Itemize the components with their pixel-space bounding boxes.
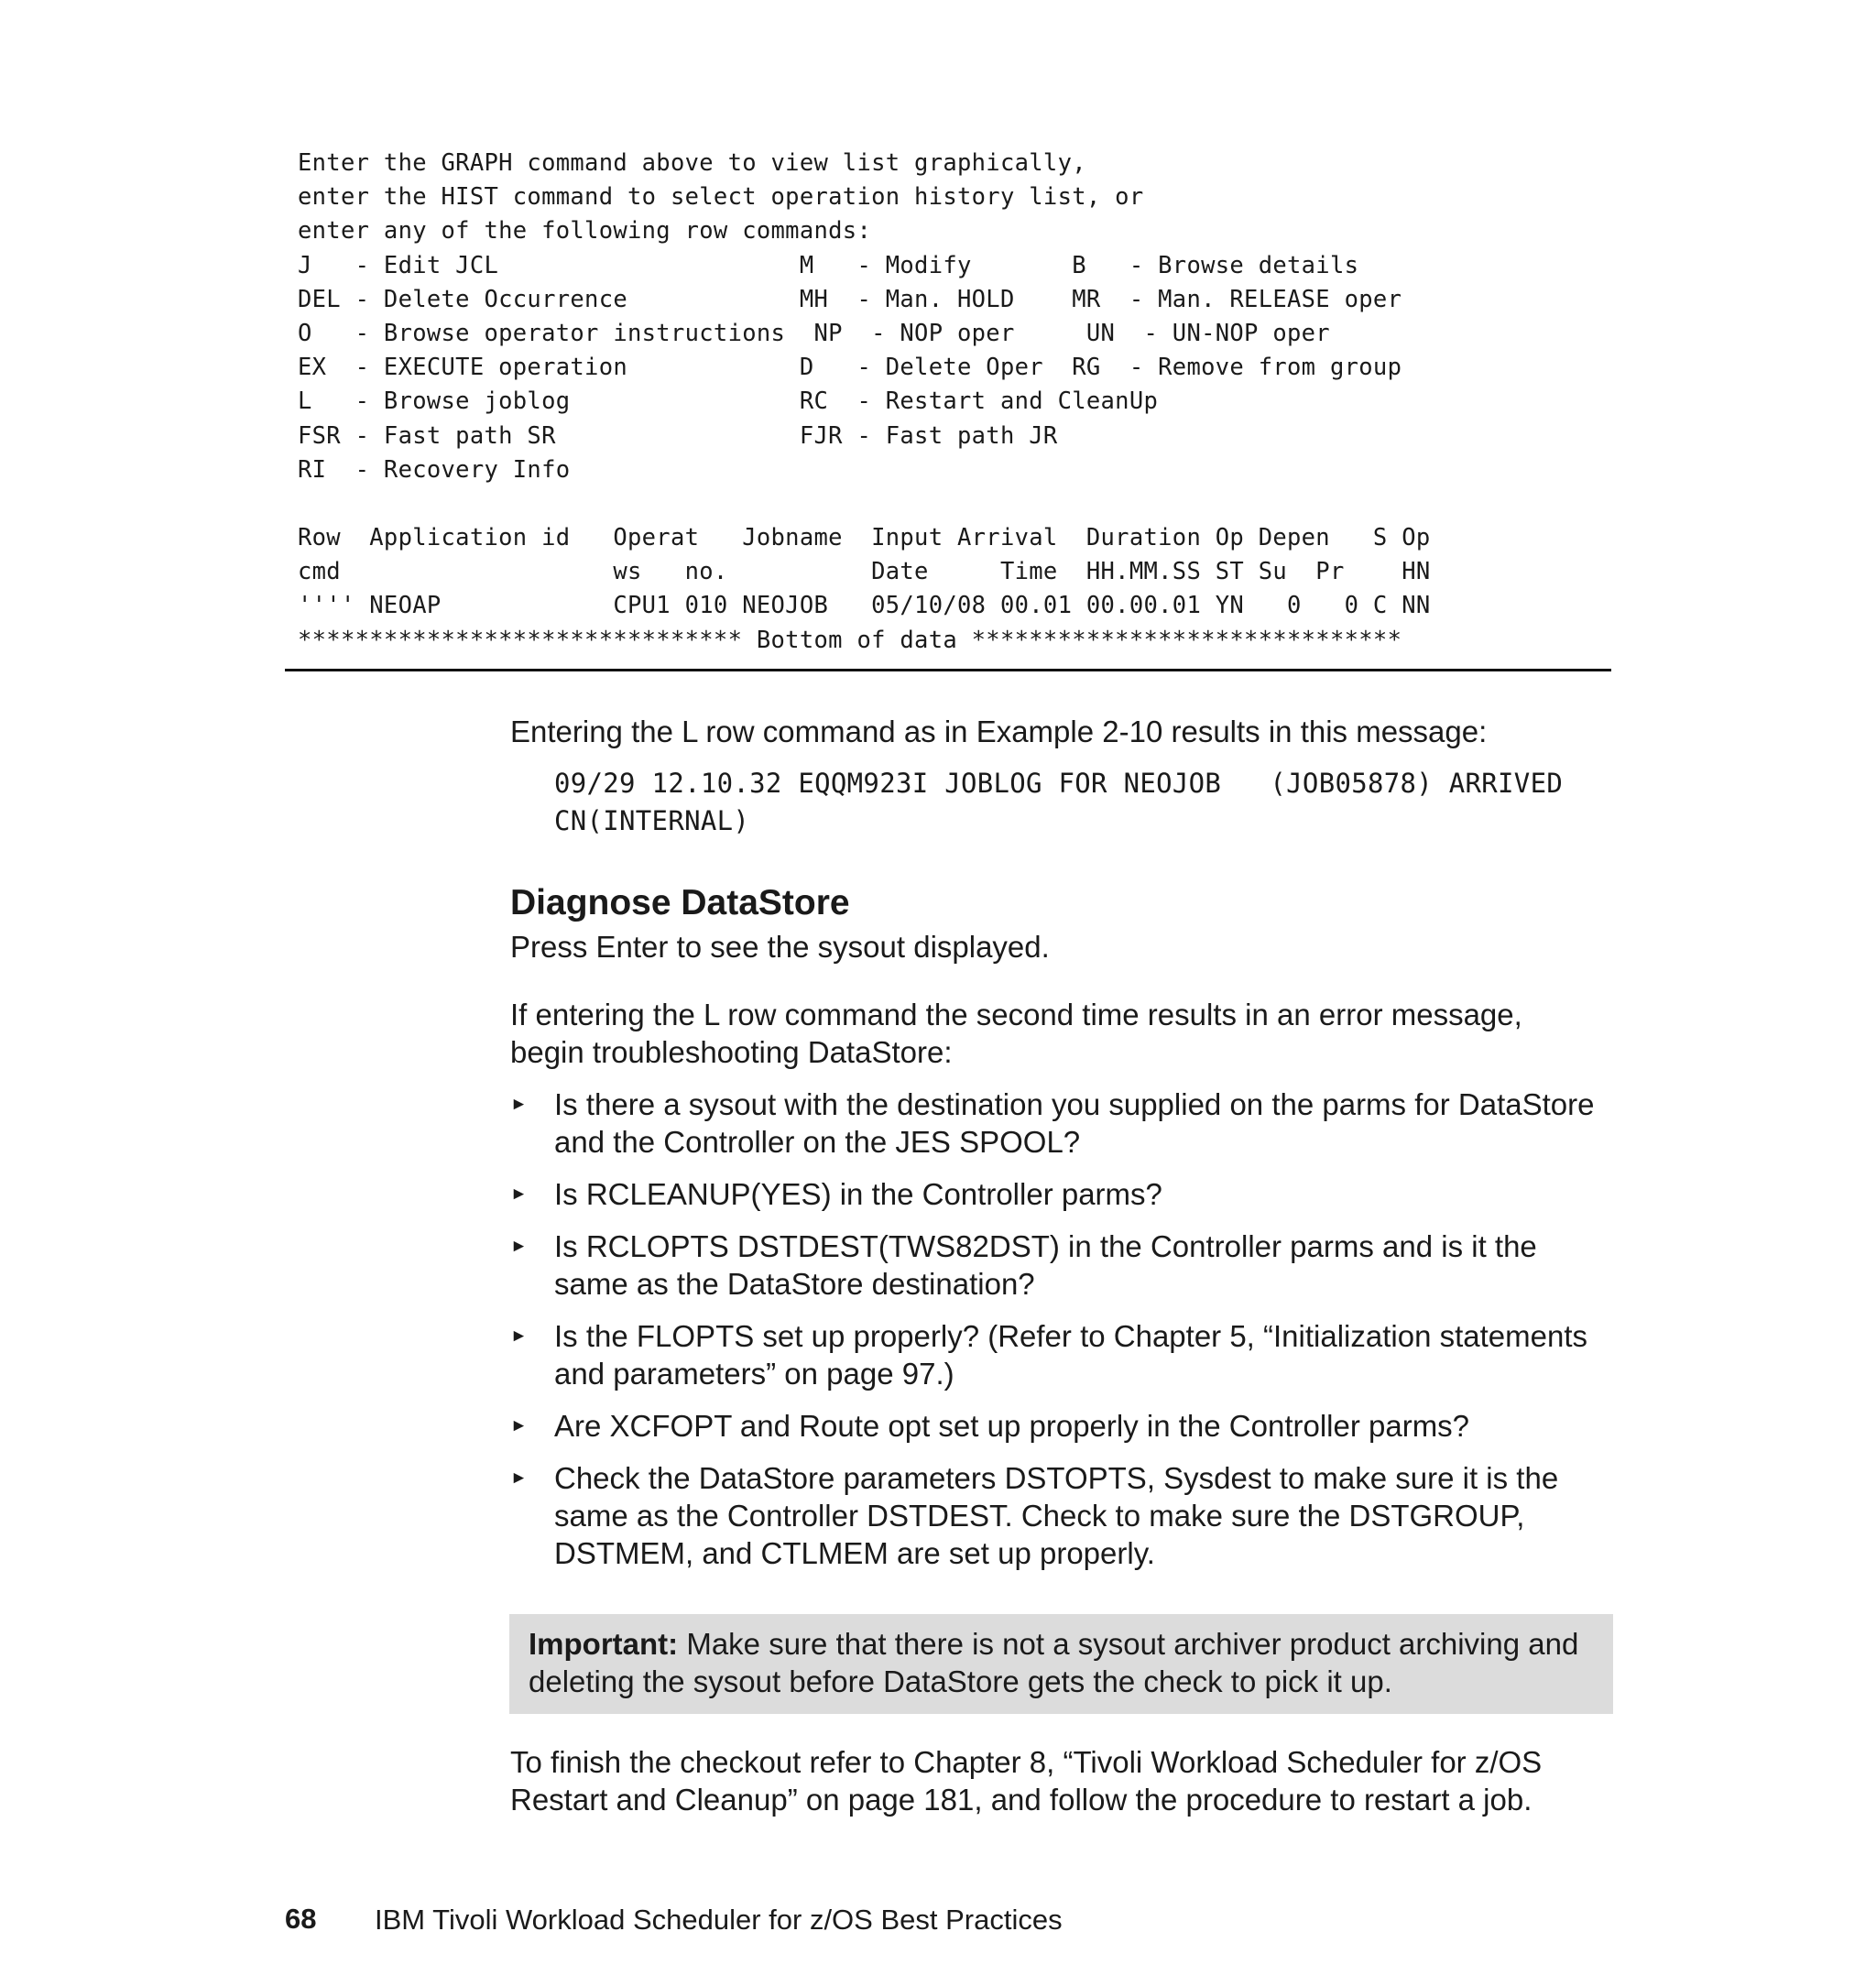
- list-item: [510, 1228, 1619, 1303]
- list-item: [510, 1317, 1619, 1392]
- screen-line: enter any of the following row commands:: [298, 217, 872, 246]
- page-number: 68: [285, 1903, 317, 1935]
- list-item-text: Is there a sysout with the destination you supplied on the parms for DataStore and the Controller on the JES SPOOL?: [554, 1087, 1595, 1159]
- bullet-arrow-icon: ►: [510, 1237, 528, 1256]
- screen-line: Row Application id Operat Jobname Input Arrival Duration Op Depen S Op: [298, 524, 1431, 552]
- screen-line: '''' NEOAP CPU1 010 NEOJOB 05/10/08 00.01 00.00.01 YN 0 0 C NN: [298, 592, 1431, 620]
- list-item-text: Check the DataStore parameters DSTOPTS, Sysdest to make sure it is the same as the Controller DSTDEST. Check to make sure the DSTGROUP, DSTMEM, and CTLMEM are set up properly.: [554, 1461, 1559, 1570]
- important-text: Make sure that there is not a sysout archiver product archiving and deleting the sysout before DataStore gets the check to pick it up.: [529, 1627, 1579, 1698]
- intro-paragraph: Entering the L row command as in Example 2-10 results in this message:: [510, 715, 1488, 748]
- section-lead: Press Enter to see the sysout displayed.: [510, 930, 1050, 964]
- message-line: 09/29 12.10.32 EQQM923I JOBLOG FOR NEOJOB (JOB05878) ARRIVED: [554, 768, 1564, 799]
- bullet-arrow-icon: ►: [510, 1184, 528, 1204]
- section-heading: Diagnose DataStore: [510, 883, 850, 922]
- ispf-screen-capture: [298, 147, 1431, 658]
- list-item-text: Is RCLOPTS DSTDEST(TWS82DST) in the Controller parms and is it the same as the DataStore destination?: [554, 1229, 1537, 1301]
- list-item: [510, 1407, 1619, 1445]
- joblog-message: [554, 765, 1563, 840]
- section-paragraph: If entering the L row command the second time results in an error message, begin troubleshooting DataStore:: [510, 998, 1522, 1069]
- screen-line: RI - Recovery Info: [298, 455, 571, 484]
- bullet-arrow-icon: ►: [510, 1095, 528, 1114]
- screen-line: [298, 487, 1431, 521]
- list-item-text: Is RCLEANUP(YES) in the Controller parms?: [554, 1177, 1162, 1211]
- bullet-arrow-icon: ►: [510, 1468, 528, 1488]
- bullet-arrow-icon: ►: [510, 1326, 528, 1346]
- troubleshooting-list: [510, 1086, 1619, 1587]
- screen-line: O - Browse operator instructions NP - NOP oper UN - UN-NOP oper: [298, 319, 1330, 347]
- screen-line: cmd ws no. Date Time HH.MM.SS ST Su Pr HN: [298, 558, 1431, 586]
- important-label: Important:: [529, 1627, 679, 1661]
- message-line: CN(INTERNAL): [554, 805, 750, 836]
- screen-line: FSR - Fast path SR FJR - Fast path JR: [298, 421, 1058, 450]
- screen-line: EX - EXECUTE operation D - Delete Oper RG - Remove from group: [298, 354, 1402, 382]
- screen-line: Enter the GRAPH command above to view list graphically,: [298, 149, 1086, 177]
- important-note: [509, 1614, 1613, 1714]
- screen-line: enter the HIST command to select operation history list, or: [298, 183, 1144, 212]
- closing-paragraph: To finish the checkout refer to Chapter 8, “Tivoli Workload Scheduler for z/OS Restart and Cleanup” on page 181, and follow the procedure to restart a job.: [510, 1745, 1543, 1817]
- screen-line: L - Browse joblog RC - Restart and CleanUp: [298, 387, 1159, 416]
- list-item: [510, 1175, 1619, 1213]
- screen-line: ******************************* Bottom of data ******************************: [298, 626, 1402, 654]
- screen-line: J - Edit JCL M - Modify B - Browse details: [298, 251, 1359, 279]
- list-item-text: Are XCFOPT and Route opt set up properly in the Controller parms?: [554, 1409, 1470, 1443]
- bullet-arrow-icon: ►: [510, 1416, 528, 1435]
- screen-line: DEL - Delete Occurrence MH - Man. HOLD MR - Man. RELEASE oper: [298, 285, 1402, 313]
- running-footer-title: IBM Tivoli Workload Scheduler for z/OS Best Practices: [375, 1904, 1063, 1936]
- example-bottom-rule: [285, 669, 1611, 671]
- list-item: [510, 1086, 1619, 1161]
- list-item-text: Is the FLOPTS set up properly? (Refer to Chapter 5, “Initialization statements and parameters” on page 97.): [554, 1319, 1588, 1391]
- list-item: [510, 1459, 1619, 1572]
